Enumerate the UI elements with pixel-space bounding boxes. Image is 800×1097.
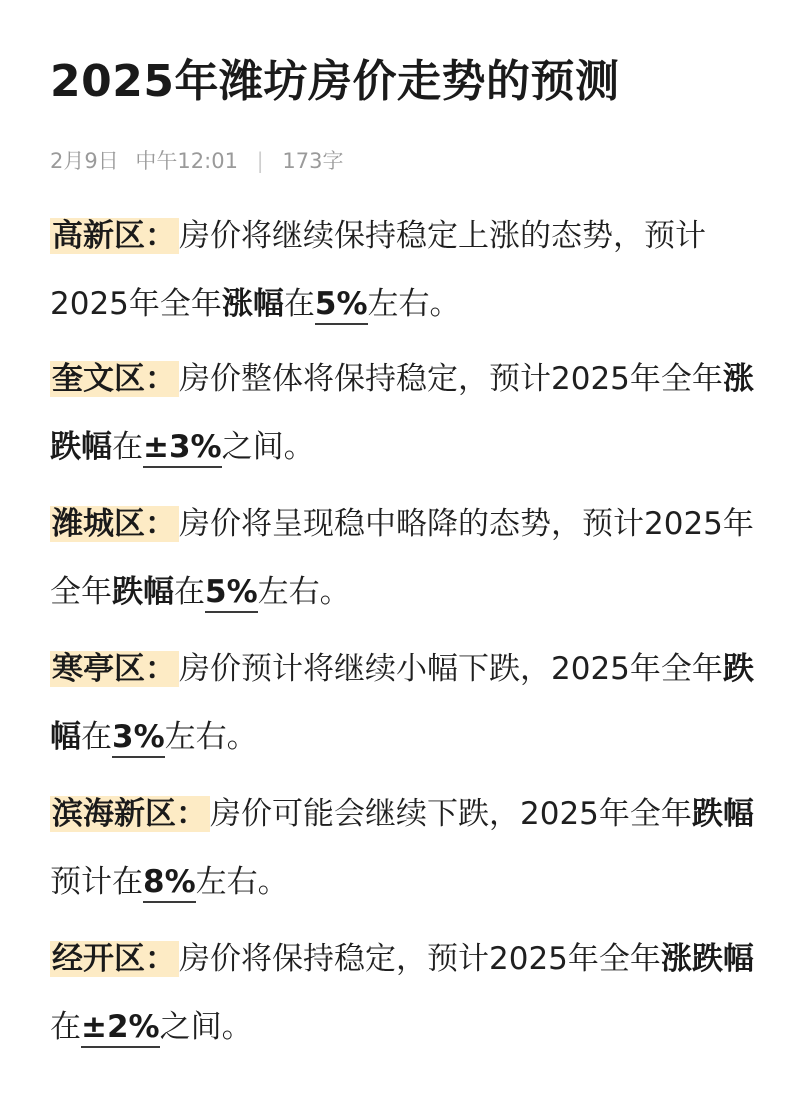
percent-value: 5% (315, 286, 368, 325)
body-text: 房价将保持稳定，预计2025年全年 (179, 941, 661, 977)
body-text: 左右。 (195, 864, 289, 900)
emphasis-text: 涨跌幅 (660, 941, 754, 977)
body-text: 房价整体将保持稳定，预计2025年全年 (179, 361, 723, 397)
percent-value: ±3% (143, 429, 222, 468)
body-text: 在 (283, 286, 315, 322)
district-name: 寒亭区： (50, 651, 179, 687)
emphasis-text: 跌幅 (50, 651, 754, 755)
body-text: 房价将呈现稳中略降的态势，预计2025年全年 (50, 506, 754, 610)
body-text: 房价可能会继续下跌，2025年全年 (210, 796, 692, 832)
body-text: 之间。 (221, 429, 315, 465)
emphasis-text: 跌幅 (112, 574, 174, 610)
body-text: 在 (112, 429, 143, 465)
paragraph-hanting (50, 635, 755, 771)
body-text: 之间。 (159, 1009, 253, 1045)
body-text: 在 (50, 1009, 81, 1045)
publish-time: 中午12:01 (135, 149, 238, 173)
paragraph-binhai (50, 780, 755, 916)
publish-date: 2月9日 (50, 149, 119, 173)
percent-value: ±2% (81, 1009, 160, 1048)
district-name: 高新区： (50, 218, 179, 254)
district-name: 经开区： (50, 941, 179, 977)
paragraph-weicheng (50, 490, 755, 626)
body-text: 在 (174, 574, 205, 610)
paragraph-gaoxin (50, 202, 755, 338)
body-text: 在 (81, 719, 112, 755)
emphasis-text: 跌幅 (691, 796, 754, 832)
body-text: 房价预计将继续小幅下跌，2025年全年 (179, 651, 723, 687)
district-name: 潍城区： (50, 506, 179, 542)
percent-value: 5% (205, 574, 258, 613)
percent-value: 8% (143, 864, 196, 903)
body-text: 房价将继续保持稳定上涨的态势，预计2025年全年 (50, 218, 706, 322)
paragraph-jingkai (50, 925, 755, 1061)
article-title: 2025年潍坊房价走势的预测 (50, 56, 620, 107)
emphasis-text: 涨幅 (221, 286, 284, 322)
body-text: 预计在 (50, 864, 143, 900)
body-text: 左右。 (367, 286, 461, 322)
district-name: 滨海新区： (50, 796, 210, 832)
word-count: 173字 (282, 149, 344, 173)
article-meta (50, 146, 344, 176)
body-text: 左右。 (257, 574, 351, 610)
body-text: 左右。 (164, 719, 258, 755)
meta-separator: | (256, 149, 264, 173)
district-name: 奎文区： (50, 361, 179, 397)
emphasis-text: 涨跌幅 (50, 361, 754, 465)
paragraph-kuiwen (50, 345, 755, 481)
percent-value: 3% (112, 719, 165, 758)
